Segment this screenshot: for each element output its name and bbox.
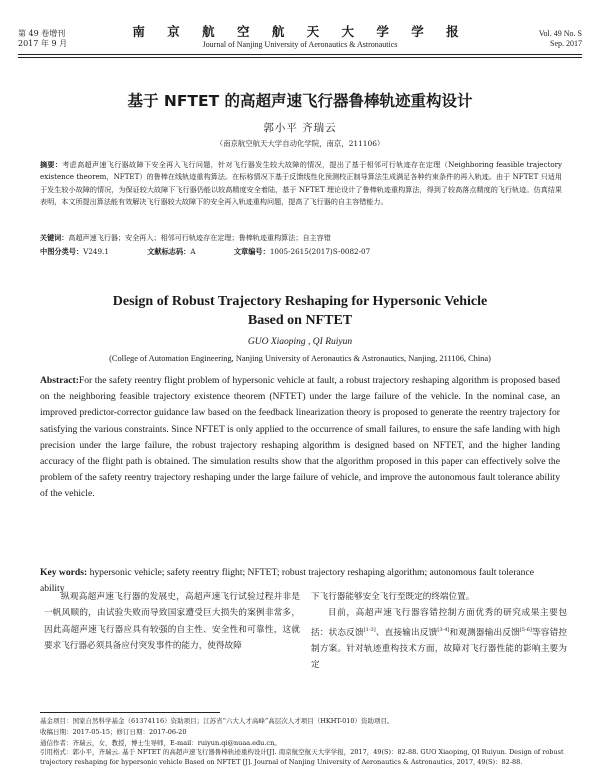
- article-no-label: 文章编号：: [233, 247, 270, 256]
- header-center: [120, 24, 480, 50]
- body-column-left: [44, 589, 300, 654]
- footnote-rule: [40, 712, 220, 713]
- abstract-cn-label: 摘要：: [40, 160, 63, 169]
- keywords-cn-label: 关键词：: [40, 233, 69, 242]
- ref-1: [1-3]: [363, 626, 376, 633]
- doc-code-value: A: [190, 247, 196, 256]
- volume-en: Vol. 49 No. S: [538, 29, 582, 38]
- body-right-text-b: 、直接输出反馈: [375, 627, 438, 638]
- volume-cn: 第 49 卷增刊: [18, 29, 66, 38]
- body-left-paragraph: 纵观高超声速飞行器的发展史，高超声速飞行试验过程并非是一帆风顺的，由试验失败而导致国家遭受巨大损失的案例非常多，因此高超声速飞行器应具有较强的自主性、安全性和可靠性，这就要求飞行器必须具备应付突发事件的能力，使得故障: [44, 592, 300, 651]
- body-right-paragraph-1: 下飞行器能够安全飞行至既定的终端位置。: [311, 592, 475, 602]
- body-right-text-a: 目前，高超声速飞行器容错控制方面优秀的研究成果主要包括：状态反馈: [311, 608, 567, 638]
- header-rule-thin: [18, 57, 582, 58]
- footnote-fund: 基金项目：国家自然科学基金（61374116）资助项目；江苏省“六大人才高峰”高层次人才项目（HKHT-010）资助项目。: [40, 717, 394, 725]
- body-column-right: [311, 589, 567, 673]
- abstract-en-label: Abstract:: [40, 375, 79, 386]
- header-left: [18, 29, 98, 49]
- abstract-cn-text: 考虑高超声速飞行器故障下安全再入飞行问题，针对飞行器发生较大故障的情况，提出了基于相邻可行轨迹存在定理（Neighboring feasible trajectory existence theorem，NFTET）的鲁棒在线轨迹重构算法。在标称情况下基于反馈线性化预测校正制导算法生成满足各种约束条件的再入轨迹。由于 NFTET 只适用于发生较小故障的情况，为保证较大故障下飞行器仍能以较高精度安全着陆，基于 NFTET 理论设计了鲁棒轨迹重构算法，得到了较高落点精度的飞行轨迹。仿真结果表明，本文所提出算法能有效解决飞行器较大故障下的安全再入轨迹重构问题，提高了飞行器的自主容错能力。: [40, 160, 563, 206]
- article-no-value: 1005-2615(2017)S-0082-07: [269, 247, 371, 256]
- title-en-line2: Based on NFTET: [247, 313, 353, 328]
- abstract-cn: [40, 159, 562, 208]
- date-en: Sep. 2017: [550, 39, 582, 48]
- title-en: [0, 292, 600, 330]
- keywords-en-text: hypersonic vehicle; safety reentry flight; NFTET; robust trajectory reshaping algorithm; autonomous fault tolerance ability: [40, 567, 534, 594]
- footnotes: [40, 716, 565, 749]
- clc-label: 中图分类号：: [40, 247, 84, 256]
- citation: 引用格式：郭小平，齐瑞云. 基于 NFTET 的高超声速飞行器鲁棒轨迹重构设计[J]. 南京航空航天大学学报，2017，49(S)：82-88. GUO Xiaoping, QI Ruiyun. Design of robust trajectory reshaping for hypersonic vehicle Based on NFTET [J]. Journal of Nanjing University of Aeronautics & Astronautics, 2017, 49(S)：82-88.: [40, 748, 564, 766]
- ref-3: [5-6]: [519, 626, 532, 633]
- clc-value: V249.1: [83, 247, 109, 256]
- affiliation-en: (College of Automation Engineering, Nanjing University of Aeronautics & Astronautics, Nanjing, 211106, China): [109, 354, 491, 363]
- body-right-text-c: 和观测器输出反馈: [449, 627, 520, 638]
- keywords-en-label: Key words:: [40, 567, 88, 578]
- classification-line: [40, 246, 580, 258]
- keywords-cn: [40, 232, 562, 244]
- journal-name-en: Journal of Nanjing University of Aeronautics & Astronautics: [202, 40, 398, 49]
- abstract-en: [40, 373, 560, 503]
- keywords-cn-text: 高超声速飞行器；安全再入；相邻可行轨迹存在定理；鲁棒轨迹重构算法；自主容错: [68, 233, 331, 242]
- footnote-author: 通信作者：齐瑞云，女，教授，博士生导师，E-mail：ruiyun.qi@nuaa.edu.cn。: [40, 739, 281, 747]
- body-right-paragraph-2: [311, 605, 567, 673]
- doc-code-label: 文献标志码：: [147, 247, 191, 256]
- header-rule-thick: [18, 54, 582, 55]
- date-cn: 2017 年 9 月: [18, 39, 68, 48]
- abstract-en-text: For the safety reentry flight problem of hypersonic vehicle at fault, a robust trajectory reshaping algorithm is proposed based on the neighboring feasible trajectory existence theorem (NFTET) under the large failure of the vehicle. In the nominal case, an improved predictor-corrector guidance law based on the feedback linearization theory is proposed to generate the reentry trajectory for satisfying the various constraints. Since NFTET is only applied to the occurrence of small failures, to ensure the safe landing with high precision under the large failure, the robust trajectory reshaping algorithm is designed based on NFTET, and the higher landing accuracy of the flight path is obtained. The simulation results show that the algorithm proposed in this paper can effectively solve the problem of the safety reentry trajectory reshaping under the large failure of vehicle, and improve the autonomous fault tolerance ability of the vehicle.: [40, 375, 560, 500]
- title-en-line1: Design of Robust Trajectory Reshaping for Hypersonic Vehicle: [112, 294, 488, 309]
- header-right: [492, 29, 582, 49]
- ref-2: [3-4]: [437, 626, 450, 633]
- authors-en: GUO Xiaoping , QI Ruiyun: [247, 337, 353, 347]
- footnote-dates: 收稿日期：2017-05-15；修订日期：2017-06-20: [40, 728, 187, 736]
- affiliation-cn: （南京航空航天大学自动化学院，南京，211106）: [215, 139, 385, 148]
- title-cn: 基于 NFTET 的高超声速飞行器鲁棒轨迹重构设计: [127, 92, 473, 110]
- authors-cn: 郭小平 齐瑞云: [263, 122, 337, 134]
- body-right-text-d: 等容错控制方案。针对轨迹重构技术方面，故障对飞行器性能的影响主要为定: [311, 627, 567, 671]
- journal-name-cn: 南 京 航 空 航 天 大 学 学 报: [132, 24, 468, 39]
